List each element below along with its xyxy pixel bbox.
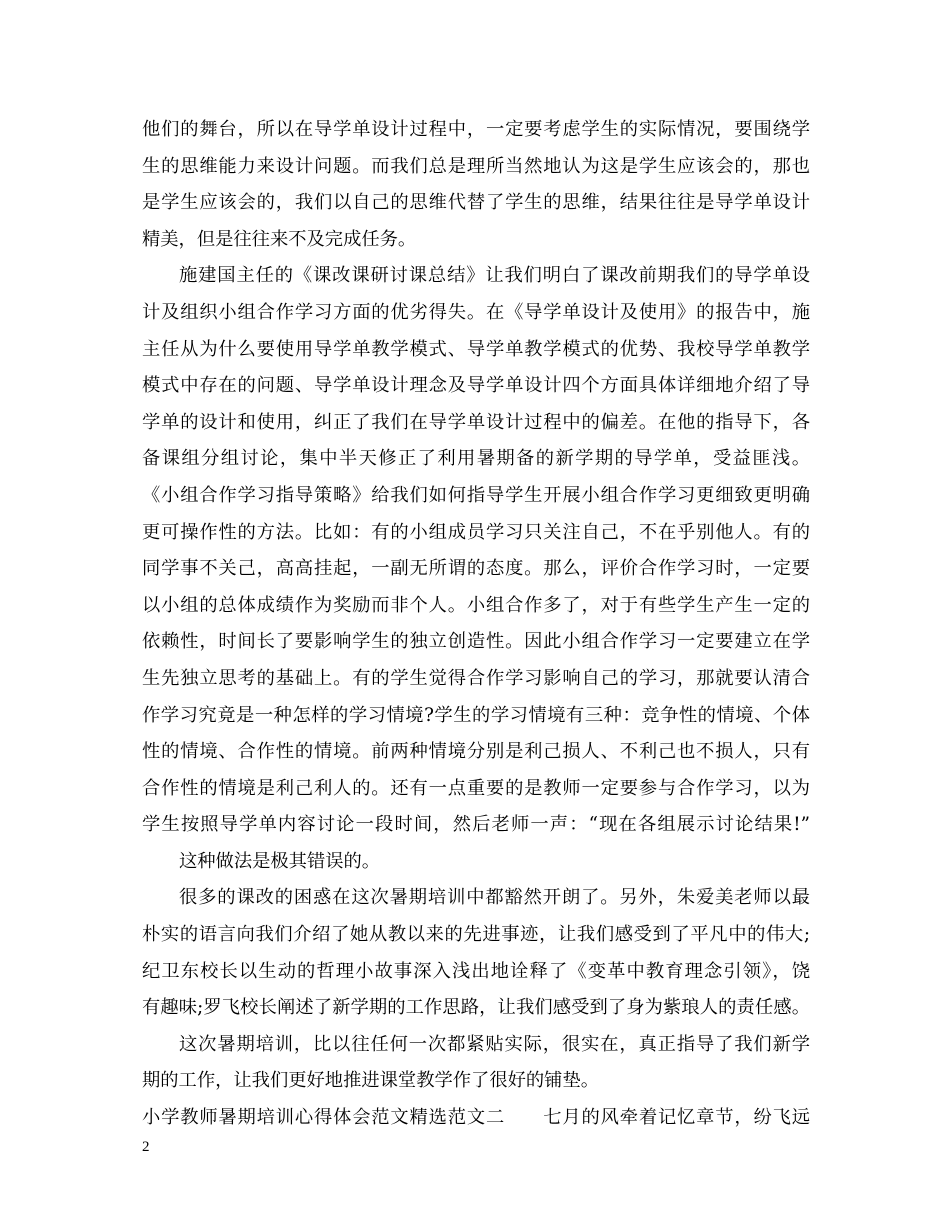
text-line: 学单的设计和使用，纠正了我们在导学单设计过程中的偏差。在他的指导下，各 [142,411,810,433]
text-line: 小学教师暑期培训心得体会范文精选范文二 七月的风牵着记忆章节，纷飞远 [142,1107,810,1129]
text-line: 期的工作，让我们更好地推进课堂教学作了很好的铺垫。 [142,1070,600,1092]
text-line: 计及组织小组合作学习方面的优劣得失。在《导学单设计及使用》的报告中，施 [142,301,810,323]
text-line: 很多的课改的困惑在这次暑期培训中都豁然开朗了。另外，朱爱美老师以最 [179,887,810,909]
text-line: 备课组分组讨论，集中半天修正了利用暑期备的新学期的导学单，受益匪浅。 [142,448,810,470]
text-line: 生先独立思考的基础上。有的学生觉得合作学习影响自己的学习，那就要认清合 [142,667,810,689]
text-line: 精美，但是往往来不及完成任务。 [142,228,417,250]
text-line: 模式中存在的问题、导学单设计理念及导学单设计四个方面具体详细地介绍了导 [142,375,810,397]
text-line: 作学习究竟是一种怎样的学习情境?学生的学习情境有三种：竞争性的情境、个体 [142,704,810,726]
text-line: 这种做法是极其错误的。 [179,850,381,872]
text-line: 依赖性，时间长了要影响学生的独立创造性。因此小组合作学习一定要建立在学 [142,631,810,653]
document-body-text [142,112,810,1137]
text-line: 性的情境、合作性的情境。前两种情境分别是利己损人、不利己也不损人，只有 [142,741,810,763]
text-line: 纪卫东校长以生动的哲理小故事深入浅出地诠释了《变革中教育理念引领》，饶 [142,960,810,982]
page-number: 2 [142,1139,150,1155]
text-line: 有趣味;罗飞校长阐述了新学期的工作思路，让我们感受到了身为紫琅人的责任感。 [142,997,810,1019]
text-line: 生的思维能力来设计问题。而我们总是理所当然地认为这是学生应该会的，那也 [142,155,810,177]
text-line: 学生按照导学单内容讨论一段时间，然后老师一声：“现在各组展示讨论结果!” [142,814,810,836]
text-line: 他们的舞台，所以在导学单设计过程中，一定要考虑学生的实际情况，要围绕学 [142,119,810,140]
text-line: 合作性的情境是利己利人的。还有一点重要的是教师一定要参与合作学习，以为 [142,777,810,799]
text-line: 朴实的语言向我们介绍了她从教以来的先进事迹，让我们感受到了平凡中的伟大; [142,924,810,946]
text-line: 同学事不关己，高高挂起，一副无所谓的态度。那么，评价合作学习时，一定要 [142,558,810,580]
text-line: 《小组合作学习指导策略》给我们如何指导学生开展小组合作学习更细致更明确 [142,484,810,506]
text-line: 这次暑期培训，比以往任何一次都紧贴实际，很实在，真正指导了我们新学 [179,1033,810,1055]
text-line: 主任从为什么要使用导学单教学模式、导学单教学模式的优势、我校导学单教学 [142,338,810,360]
text-line: 更可操作性的方法。比如：有的小组成员学习只关注自己，不在乎别他人。有的 [142,521,810,543]
text-line: 施建国主任的《课改课研讨课总结》让我们明白了课改前期我们的导学单设 [179,265,810,287]
text-line: 以小组的总体成绩作为奖励而非个人。小组合作多了，对于有些学生产生一定的 [142,594,810,616]
text-line: 是学生应该会的，我们以自己的思维代替了学生的思维，结果往往是导学单设计 [142,192,810,214]
